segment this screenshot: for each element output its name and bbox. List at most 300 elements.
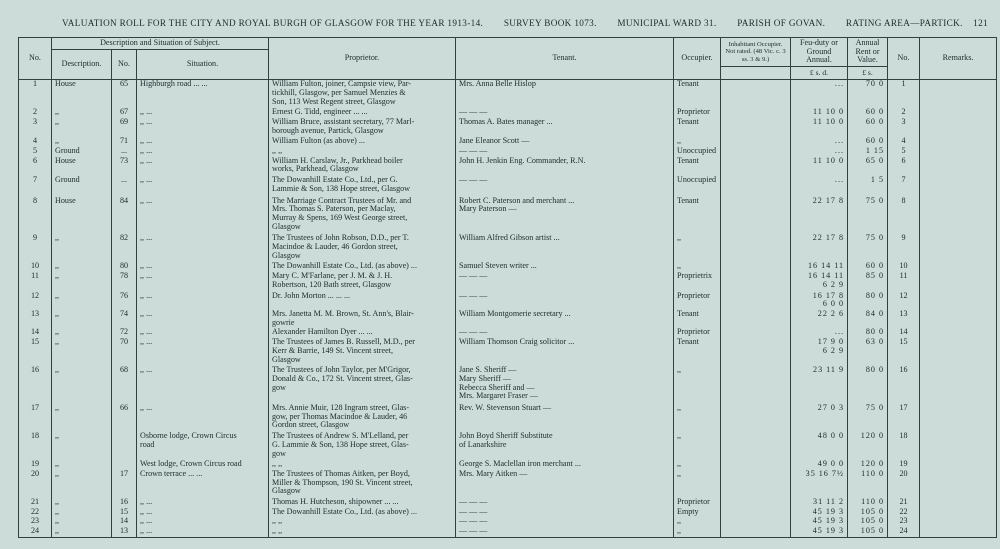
row-no: 19: [19, 460, 52, 470]
row-proprietor: [269, 366, 456, 404]
row-no: 11: [19, 272, 52, 291]
row-no-2: 21: [888, 498, 920, 508]
row-proprietor-line: Dr. John Morton ... ... ...: [272, 291, 351, 300]
row-remarks: [920, 197, 997, 235]
row-remarks: [920, 527, 997, 537]
row-remarks: [920, 137, 997, 147]
row-feu-duty: [791, 508, 848, 518]
row-annual-rent: [848, 262, 888, 272]
row-feu-duty-line: 45 19 3: [812, 517, 844, 526]
row-proprietor-line: ,, ,,: [272, 147, 283, 156]
row-occupier-line: Tenant: [677, 79, 699, 89]
row-description: ,,: [52, 108, 112, 118]
row-no-2: 16: [888, 366, 920, 404]
row-proprietor-line: Lammie & Son, 138 Hope street, Glasgow: [272, 183, 411, 193]
row-tenant-line: William Montgomerie secretary ...: [459, 309, 571, 318]
roll-row: [19, 118, 997, 137]
row-occupier-line: Proprietrix: [677, 272, 713, 281]
row-occupier-line: ,,: [677, 527, 682, 536]
row-inhabitant: [721, 310, 791, 328]
row-tenant: [456, 460, 674, 470]
row-feu-duty: [791, 272, 848, 291]
row-occupier: [674, 460, 721, 470]
row-feu-duty-line: ...: [834, 328, 844, 337]
row-remarks: [920, 460, 997, 470]
roll-row: [19, 460, 997, 470]
row-annual-rent: [848, 234, 888, 262]
row-remarks: [920, 328, 997, 338]
row-no-2: 19: [888, 460, 920, 470]
row-description: ,,: [52, 328, 112, 338]
row-sub-no: 14: [112, 517, 137, 527]
row-inhabitant: [721, 432, 791, 460]
row-inhabitant: [721, 366, 791, 404]
row-annual-rent: [848, 176, 888, 196]
row-occupier: [674, 234, 721, 262]
row-proprietor-line: ,, ,,: [272, 527, 283, 536]
row-proprietor-line: Mary C. M'Farlane, per J. M. & J. H.: [272, 272, 393, 281]
row-annual-rent-line: 1 15: [865, 147, 884, 156]
row-proprietor: [269, 517, 456, 527]
row-inhabitant: [721, 108, 791, 118]
row-no: 3: [19, 118, 52, 137]
valuation-roll-table: [18, 37, 997, 538]
row-sub-no: 78: [112, 272, 137, 291]
row-no: 16: [19, 366, 52, 404]
row-no: 2: [19, 108, 52, 118]
roll-row: [19, 310, 997, 328]
row-sub-no: 76: [112, 292, 137, 310]
roll-row: [19, 197, 997, 235]
row-tenant: [456, 404, 674, 432]
row-occupier-line: Proprietor: [677, 291, 710, 300]
row-tenant: [456, 272, 674, 291]
row-situation: [137, 517, 269, 527]
row-no-2: 23: [888, 517, 920, 527]
roll-row: [19, 272, 997, 291]
row-tenant-line: William Thomson Craig solicitor ...: [459, 338, 575, 347]
row-proprietor: [269, 108, 456, 118]
row-proprietor-line: ,, ,,: [272, 460, 283, 469]
row-inhabitant: [721, 508, 791, 518]
row-remarks: [920, 147, 997, 157]
col-feu-duty: Feu-duty or Ground Annual.: [791, 38, 848, 67]
row-proprietor-line: G. Lammie & Son, 138 Hope street, Glas-: [272, 439, 409, 449]
row-situation: [137, 366, 269, 404]
row-sub-no: 70: [112, 338, 137, 366]
row-proprietor: [269, 234, 456, 262]
row-proprietor: [269, 527, 456, 537]
row-proprietor-line: Donald & Co., 172 St. Vincent street, Glas-: [272, 373, 413, 383]
row-inhabitant: [721, 118, 791, 137]
row-annual-rent: [848, 310, 888, 328]
row-situation-line: ,, ...: [140, 137, 153, 146]
row-feu-duty: [791, 328, 848, 338]
page-header: [62, 18, 988, 28]
row-situation-line: ,, ...: [140, 234, 153, 243]
row-no-2: 1: [888, 80, 920, 109]
row-feu-duty-line: 45 19 3: [812, 527, 844, 536]
row-no: 14: [19, 328, 52, 338]
row-occupier-line: Proprietor: [677, 108, 710, 117]
row-description: ,,: [52, 366, 112, 404]
row-no: 12: [19, 292, 52, 310]
row-sub-no: ...: [112, 176, 137, 196]
row-annual-rent-line: 120 0: [860, 432, 884, 441]
row-annual-rent-line: 70 0: [865, 79, 884, 89]
row-proprietor-line: gowrie: [272, 317, 295, 327]
row-remarks: [920, 338, 997, 366]
row-tenant-line: — — —: [459, 147, 488, 156]
row-no: 21: [19, 498, 52, 508]
row-feu-duty-line: 48 0 0: [817, 432, 844, 441]
row-occupier-line: Proprietor: [677, 498, 710, 507]
col-situation: Situation.: [137, 49, 269, 79]
row-annual-rent: [848, 338, 888, 366]
row-description: Ground: [52, 176, 112, 196]
row-proprietor-line: gow: [272, 382, 286, 392]
row-proprietor-line: Ernest G. Tidd, engineer ... ...: [272, 108, 368, 117]
row-proprietor: [269, 80, 456, 109]
row-proprietor: [269, 310, 456, 328]
header-title-0: VALUATION ROLL FOR THE CITY AND ROYAL BURGH OF GLASGOW FOR THE YEAR 1913-14.: [62, 18, 484, 28]
row-proprietor: [269, 470, 456, 498]
row-feu-duty-line: 16 14 11: [807, 272, 844, 281]
row-tenant: [456, 508, 674, 518]
row-tenant-line: — — —: [459, 291, 488, 300]
row-description: House: [52, 80, 112, 109]
row-annual-rent: [848, 118, 888, 137]
roll-row: [19, 157, 997, 176]
row-proprietor-line: Glasgow: [272, 354, 301, 364]
row-description: House: [52, 157, 112, 176]
row-description: ,,: [52, 292, 112, 310]
row-tenant-line: Rev. W. Stevenson Stuart —: [459, 404, 552, 413]
row-annual-rent-line: 75 0: [865, 234, 884, 243]
row-description: Ground: [52, 147, 112, 157]
row-feu-duty: [791, 234, 848, 262]
row-occupier-line: Empty: [677, 507, 699, 516]
row-proprietor-line: The Dowanhill Estate Co., Ltd., per G.: [272, 176, 398, 185]
row-tenant: [456, 366, 674, 404]
row-tenant: [456, 137, 674, 147]
row-remarks: [920, 157, 997, 176]
row-occupier-line: Tenant: [677, 309, 699, 318]
row-tenant-line: John Boyd Sheriff Substitute: [459, 432, 553, 441]
row-situation-line: ,, ...: [140, 404, 153, 413]
row-proprietor-line: ,, ,,: [272, 517, 283, 526]
row-occupier-line: Tenant: [677, 117, 699, 126]
row-description: ,,: [52, 460, 112, 470]
row-proprietor: [269, 147, 456, 157]
row-occupier: [674, 432, 721, 460]
row-annual-rent: [848, 432, 888, 460]
roll-row: [19, 176, 997, 196]
row-inhabitant: [721, 234, 791, 262]
row-no-2: 24: [888, 527, 920, 537]
row-annual-rent: [848, 527, 888, 537]
row-no: 24: [19, 527, 52, 537]
row-situation: [137, 197, 269, 235]
row-situation-line: Highburgh road ... ...: [140, 79, 208, 89]
row-situation: [137, 432, 269, 460]
row-situation-line: ,, ...: [140, 507, 153, 516]
row-tenant-line: Robert C. Paterson and merchant ...: [459, 196, 575, 205]
row-description: House: [52, 197, 112, 235]
row-tenant: [456, 310, 674, 328]
row-situation: [137, 118, 269, 137]
row-description: ,,: [52, 498, 112, 508]
row-proprietor-line: The Dowanhill Estate Co., Ltd. (as above) ...: [272, 507, 417, 516]
row-no-2: 11: [888, 272, 920, 291]
row-annual-rent-line: 105 0: [860, 517, 884, 526]
row-situation-line: Crown terrace ... ...: [140, 469, 203, 478]
row-inhabitant: [721, 137, 791, 147]
row-feu-duty: [791, 137, 848, 147]
row-feu-duty-line: 16 14 11: [807, 262, 844, 271]
header-title-3: PARISH OF GOVAN.: [737, 18, 826, 28]
row-situation: [137, 404, 269, 432]
row-remarks: [920, 404, 997, 432]
row-tenant-line: Mrs. Margaret Fraser —: [459, 391, 538, 401]
row-proprietor-line: Robertson, 120 Bath street, Glasgow: [272, 279, 392, 289]
row-occupier-line: ,,: [677, 366, 682, 375]
row-occupier-line: ,,: [677, 234, 682, 243]
row-annual-rent: [848, 272, 888, 291]
col-inhabitant-blank: [721, 67, 791, 80]
row-remarks: [920, 118, 997, 137]
row-sub-no: 74: [112, 310, 137, 328]
row-no: 17: [19, 404, 52, 432]
row-remarks: [920, 292, 997, 310]
row-occupier-line: ,,: [677, 404, 682, 413]
row-feu-duty: [791, 404, 848, 432]
row-inhabitant: [721, 404, 791, 432]
row-tenant: [456, 432, 674, 460]
row-proprietor: [269, 272, 456, 291]
row-feu-duty-line: ...: [834, 176, 844, 185]
row-tenant: [456, 197, 674, 235]
row-annual-rent: [848, 328, 888, 338]
row-situation: [137, 527, 269, 537]
row-sub-no: 73: [112, 157, 137, 176]
row-situation: [137, 108, 269, 118]
row-feu-duty-line: 49 0 0: [817, 460, 844, 469]
row-occupier: [674, 272, 721, 291]
row-proprietor-line: The Marriage Contract Trustees of Mr. and: [272, 196, 412, 205]
row-feu-duty-line: 45 19 3: [812, 507, 844, 516]
roll-row: [19, 498, 997, 508]
row-proprietor-line: Son, 113 West Regent street, Glasgow: [272, 96, 396, 106]
row-tenant-line: — — —: [459, 507, 488, 516]
page-number: 121: [973, 18, 988, 28]
row-no: 9: [19, 234, 52, 262]
row-tenant-line: Jane Eleanor Scott —: [459, 137, 530, 146]
row-feu-duty-line: 27 0 3: [817, 404, 844, 413]
row-feu-duty: [791, 432, 848, 460]
row-situation-line: ,, ...: [140, 291, 153, 300]
row-situation-line: West lodge, Crown Circus road: [140, 460, 242, 469]
row-feu-duty: [791, 147, 848, 157]
row-annual-rent-line: 75 0: [865, 196, 884, 205]
row-feu-duty-line: 35 16 7½: [805, 469, 844, 478]
row-annual-rent: [848, 470, 888, 498]
row-feu-duty: [791, 498, 848, 508]
row-feu-duty-line: 22 2 6: [817, 309, 844, 318]
currency-feu: £ s. d.: [791, 67, 848, 80]
row-sub-no: [112, 460, 137, 470]
row-inhabitant: [721, 197, 791, 235]
row-situation: [137, 498, 269, 508]
row-no: 4: [19, 137, 52, 147]
row-situation-line: ,, ...: [140, 498, 153, 507]
row-no: 18: [19, 432, 52, 460]
row-annual-rent: [848, 80, 888, 109]
row-proprietor: [269, 460, 456, 470]
row-proprietor-line: Gordon street, Glasgow: [272, 420, 350, 430]
row-no-2: 17: [888, 404, 920, 432]
row-proprietor-line: Glasgow: [272, 486, 301, 496]
row-proprietor-line: The Trustees of James B. Russell, M.D., per: [272, 338, 415, 347]
row-feu-duty: [791, 118, 848, 137]
row-feu-duty-line: ...: [834, 137, 844, 146]
row-no-2: 12: [888, 292, 920, 310]
row-situation-line: ,, ...: [140, 262, 153, 271]
row-annual-rent-line: 80 0: [865, 291, 884, 300]
row-occupier-line: Proprietor: [677, 328, 710, 337]
row-tenant-line: — — —: [459, 527, 488, 536]
row-remarks: [920, 234, 997, 262]
row-tenant-line: William Alfred Gibson artist ...: [459, 234, 560, 243]
row-feu-duty-line: 6 2 9: [822, 345, 844, 355]
row-sub-no: 69: [112, 118, 137, 137]
row-proprietor-line: Macindoe & Lauder, 46 Gordon street,: [272, 242, 398, 252]
row-annual-rent: [848, 508, 888, 518]
row-annual-rent-line: 80 0: [865, 328, 884, 337]
row-feu-duty: [791, 176, 848, 196]
row-feu-duty: [791, 517, 848, 527]
row-proprietor: [269, 176, 456, 196]
roll-row: [19, 80, 997, 109]
row-remarks: [920, 80, 997, 109]
row-occupier-line: ,,: [677, 469, 682, 478]
row-inhabitant: [721, 80, 791, 109]
row-proprietor: [269, 262, 456, 272]
row-annual-rent-line: 105 0: [860, 527, 884, 536]
row-tenant-line: — — —: [459, 108, 488, 117]
row-remarks: [920, 498, 997, 508]
row-inhabitant: [721, 328, 791, 338]
row-occupier: [674, 108, 721, 118]
row-feu-duty: [791, 527, 848, 537]
roll-row: [19, 517, 997, 527]
row-situation-line: ,, ...: [140, 517, 153, 526]
row-remarks: [920, 508, 997, 518]
row-proprietor-line: borough avenue, Partick, Glasgow: [272, 125, 384, 135]
row-occupier: [674, 197, 721, 235]
row-proprietor-line: Mrs. Thomas S. Paterson, per Maclay,: [272, 204, 396, 214]
row-annual-rent: [848, 366, 888, 404]
row-proprietor: [269, 508, 456, 518]
row-feu-duty-line: 6 2 9: [822, 279, 844, 289]
row-proprietor-line: William Fulton, joiner, Campsie view, Par-: [272, 79, 411, 89]
row-situation: [137, 176, 269, 196]
row-no-2: 9: [888, 234, 920, 262]
row-situation-line: ,, ...: [140, 117, 153, 126]
row-description: ,,: [52, 517, 112, 527]
roll-row: [19, 328, 997, 338]
row-remarks: [920, 176, 997, 196]
row-inhabitant: [721, 460, 791, 470]
row-occupier-line: Tenant: [677, 338, 699, 347]
row-situation: [137, 157, 269, 176]
row-tenant-line: — — —: [459, 498, 488, 507]
row-occupier-line: Unoccupied: [677, 147, 717, 156]
row-tenant-line: — — —: [459, 328, 488, 337]
row-no: 6: [19, 157, 52, 176]
row-no-2: 4: [888, 137, 920, 147]
row-tenant: [456, 176, 674, 196]
row-description: ,,: [52, 262, 112, 272]
row-remarks: [920, 272, 997, 291]
row-situation: [137, 137, 269, 147]
row-situation-line: road: [140, 439, 155, 449]
row-occupier-line: Tenant: [677, 196, 699, 205]
row-tenant-line: George S. Maclellan iron merchant ...: [459, 460, 581, 469]
row-remarks: [920, 262, 997, 272]
row-feu-duty-line: 17 9 0: [817, 338, 844, 347]
row-tenant-line: — — —: [459, 517, 488, 526]
row-occupier: [674, 147, 721, 157]
row-inhabitant: [721, 176, 791, 196]
row-feu-duty: [791, 108, 848, 118]
row-tenant: [456, 80, 674, 109]
row-proprietor-line: Murray & Spens, 169 West George street,: [272, 212, 408, 222]
row-annual-rent-line: 80 0: [865, 366, 884, 375]
row-tenant: [456, 147, 674, 157]
roll-row: [19, 432, 997, 460]
row-annual-rent: [848, 157, 888, 176]
row-situation-line: ,, ...: [140, 309, 153, 318]
row-proprietor-line: Mrs. Janetta M. M. Brown, St. Ann's, Blair-: [272, 309, 414, 318]
row-occupier-line: Tenant: [677, 156, 699, 165]
row-proprietor-line: tickhill, Glasgow, per Samuel Menzies &: [272, 87, 406, 97]
row-situation-line: ,, ...: [140, 527, 153, 536]
row-annual-rent-line: 60 0: [865, 108, 884, 117]
row-remarks: [920, 517, 997, 527]
row-tenant-line: — — —: [459, 176, 488, 185]
row-feu-duty-line: 11 10 0: [813, 108, 844, 117]
row-description: ,,: [52, 470, 112, 498]
row-annual-rent: [848, 137, 888, 147]
row-no-2: 22: [888, 508, 920, 518]
roll-row: [19, 137, 997, 147]
row-proprietor-line: The Dowanhill Estate Co., Ltd. (as above) ...: [272, 262, 417, 271]
row-description: ,,: [52, 404, 112, 432]
row-feu-duty: [791, 80, 848, 109]
row-tenant: [456, 292, 674, 310]
row-tenant: [456, 157, 674, 176]
row-inhabitant: [721, 147, 791, 157]
row-situation-line: ,, ...: [140, 196, 153, 205]
row-description: ,,: [52, 527, 112, 537]
row-inhabitant: [721, 498, 791, 508]
row-feu-duty-line: 22 17 8: [812, 234, 844, 243]
row-proprietor-line: The Trustees of John Taylor, per M'Grigor,: [272, 366, 411, 375]
row-tenant-line: Jane S. Sheriff —: [459, 366, 517, 375]
row-proprietor-line: Miller & Thompson, 190 St. Vincent street,: [272, 477, 413, 487]
row-occupier-line: ,,: [677, 432, 682, 441]
